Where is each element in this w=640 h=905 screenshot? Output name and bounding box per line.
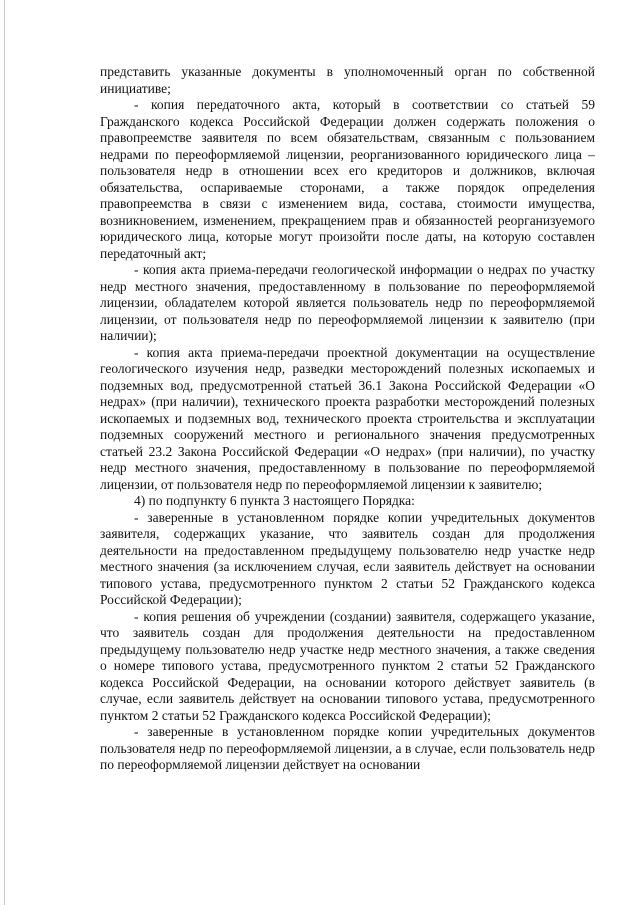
paragraph-1: представить указанные документы в уполномоченный орган по собственной инициативе; xyxy=(100,64,595,96)
paragraph-2: - копия передаточного акта, который в соответствии со статьей 59 Гражданского кодекса Российской Федерации должен содержать положения о правопреемстве заявителя по всем обязательствам, связанным с пользованием недрами по переоформляемой лицензии, реорганизованного юридического лица – пользователя недр в отношении всех его кредиторов и должников, включая обязательства, оспариваемые сторонами, а также порядок определения правопреемства в связи с изменением вида, состава, стоимости имущества, возникновением, изменением, прекращением прав и обязанностей реорганизуемого юридического лица, которые могут произойти после даты, на которую составлен передаточный акт; xyxy=(100,97,595,261)
paragraph-6: - заверенные в установленном порядке копии учредительных документов заявителя, содержащих указание, что заявитель создан для продолжения деятельности на предоставленном предыдущему пользователю недр участке недр местного значения (за исключением случая, если заявитель действует на основании типового устава, предусмотренного пунктом 2 статьи 52 Гражданского кодекса Российской Федерации); xyxy=(100,509,595,607)
paragraph-7: - копия решения об учреждении (создании) заявителя, содержащего указание, что заявитель создан для продолжения деятельности на предоставленном предыдущему пользователю недр участке недр местного значения, а также сведения о номере типового устава, предусмотренного пунктом 2 статьи 52 Гражданского кодекса Российской Федерации, на основании которого действует заявитель (в случае, если заявитель действует на основании типового устава, предусмотренного пунктом 2 статьи 52 Гражданского кодекса Российской Федерации); xyxy=(100,608,595,723)
document-body xyxy=(100,64,595,774)
paragraph-5: 4) по подпункту 6 пункта 3 настоящего Порядка: xyxy=(134,493,415,508)
paragraph-8: - заверенные в установленном порядке копии учредительных документов пользователя недр по переоформляемой лицензии, а в случае, если пользователь недр по переоформляемой лицензии действует на основании xyxy=(100,724,595,772)
paragraph-3: - копия акта приема-передачи геологической информации о недрах по участку недр местного значения, предоставленному в пользование по переоформляемой лицензии, обладателем которой является пользователь недр по переоформляемой лицензии, от пользователя недр по переоформляемой лицензии к заявителю (при наличии); xyxy=(100,262,595,343)
paragraph-4: - копия акта приема-передачи проектной документации на осуществление геологического изучения недр, разведки месторождений полезных ископаемых и подземных вод, предусмотренной статьей 36.1 Закона Российской Федерации «О недрах» (при наличии), технического проекта разработки месторождений полезных ископаемых и подземных вод, технического проекта строительства и эксплуатации подземных сооружений местного и регионального значения предусмотренных статьей 23.2 Закона Российской Федерации «О недрах» (при наличии), по участку недр местного значения, предоставленному в пользование по переоформляемой лицензии, от пользователя недр по переоформляемой лицензии к заявителю; xyxy=(100,344,595,492)
scan-edge-line xyxy=(4,0,5,905)
